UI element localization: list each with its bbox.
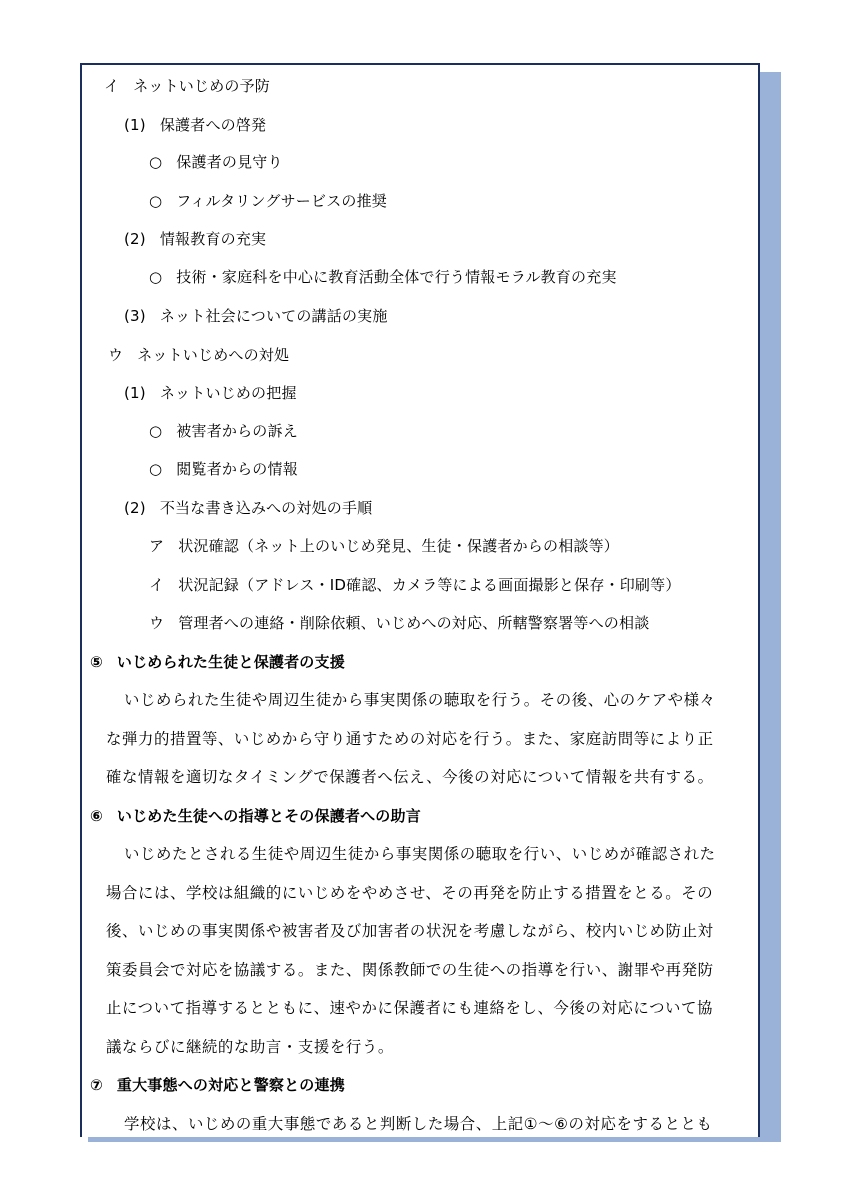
outline-text: 状況確認（ネット上のいじめ発見、生徒・保護者からの相談等）: [178, 537, 620, 555]
section-5-line: な弾力的措置等、いじめから守り通すための対応を行う。また、家庭訪問等により正: [106, 730, 714, 748]
section-7-heading: [90, 1075, 345, 1095]
outline-text: 被害者からの訴え: [176, 422, 298, 440]
outline-marker: ア: [149, 537, 165, 555]
outline-text: 情報教育の充実: [159, 230, 267, 248]
content-box: [80, 63, 760, 1137]
section-title: 重大事態への対応と警察との連携: [116, 1076, 345, 1094]
outline-text: ネットいじめの把握: [159, 384, 297, 402]
outline-item-i-1-b: [149, 191, 387, 211]
outline-item-i-3: [124, 306, 388, 326]
section-5-heading: [90, 652, 345, 672]
section-title: いじめられた生徒と保護者の支援: [116, 653, 345, 671]
outline-text: 保護者の見守り: [176, 153, 283, 171]
outline-text: ネット社会についての講話の実施: [159, 307, 388, 325]
section-number: ⑤: [90, 653, 103, 671]
outline-text: 保護者への啓発: [159, 116, 267, 134]
section-number: ⑦: [90, 1076, 103, 1094]
outline-marker: (2): [124, 499, 146, 517]
outline-item-u-2-i: [149, 575, 681, 595]
section-6-line: 後、いじめの事実関係や被害者及び加害者の状況を考慮しながら、校内いじめ防止対: [106, 922, 714, 940]
outline-item-i-1-a: [149, 152, 283, 172]
outline-text: 閲覧者からの情報: [176, 460, 298, 478]
outline-marker: ○: [149, 268, 163, 286]
outline-marker: (1): [124, 116, 146, 134]
section-6-line: 策委員会で対応を協議する。また、関係教師での生徒への指導を行い、謝罪や再発防: [106, 961, 714, 979]
outline-marker: ○: [149, 460, 163, 478]
section-5-line: いじめられた生徒や周辺生徒から事実関係の聴取を行う。その後、心のケアや様々: [124, 691, 716, 709]
outline-marker: ○: [149, 422, 163, 440]
outline-item-u-2-a: [149, 536, 619, 556]
section-title: いじめた生徒への指導とその保護者への助言: [116, 807, 421, 825]
outline-marker: ウ: [149, 614, 165, 632]
section-6-heading: [90, 806, 421, 826]
outline-text: 状況記録（アドレス・ID確認、カメラ等による画面撮影と保存・印刷等）: [178, 576, 681, 594]
outline-item-u-1: [124, 383, 297, 403]
outline-item-u: [108, 345, 289, 365]
outline-marker: (2): [124, 230, 146, 248]
outline-marker: イ: [149, 576, 165, 594]
outline-marker: ○: [149, 192, 163, 210]
section-6-line: 議ならびに継続的な助言・支援を行う。: [106, 1038, 394, 1056]
outline-marker: ○: [149, 153, 163, 171]
outline-marker: ウ: [108, 346, 124, 364]
outline-text: ネットいじめへの対処: [137, 346, 290, 364]
outline-item-u-1-a: [149, 421, 298, 441]
outline-text: 管理者への連絡・削除依頼、いじめへの対応、所轄警察署等への相談: [178, 614, 650, 632]
outline-marker: (1): [124, 384, 146, 402]
outline-text: ネットいじめの予防: [133, 77, 271, 95]
outline-item-i-2: [124, 229, 266, 249]
section-6-line: いじめたとされる生徒や周辺生徒から事実関係の聴取を行い、いじめが確認された: [124, 845, 716, 863]
outline-text: 不当な書き込みへの対処の手順: [159, 499, 373, 517]
section-5-line: 確な情報を適切なタイミングで保護者へ伝え、今後の対応について情報を共有する。: [106, 768, 714, 786]
outline-item-i-2-a: [149, 267, 617, 287]
outline-item-i: [104, 76, 270, 96]
outline-item-u-2: [124, 498, 372, 518]
section-number: ⑥: [90, 807, 103, 825]
section-7-line: 学校は、いじめの重大事態であると判断した場合、上記①～⑥の対応をするととも: [124, 1115, 713, 1133]
outline-marker: (3): [124, 307, 146, 325]
outline-text: フィルタリングサービスの推奨: [176, 192, 387, 210]
outline-text: 技術・家庭科を中心に教育活動全体で行う情報モラル教育の充実: [176, 268, 617, 286]
outline-item-u-1-b: [149, 459, 298, 479]
outline-item-i-1: [124, 115, 266, 135]
section-6-line: 止について指導するとともに、速やかに保護者にも連絡をし、今後の対応について協: [106, 999, 714, 1017]
outline-item-u-2-u: [149, 613, 649, 633]
section-6-line: 場合には、学校は組織的にいじめをやめさせ、その再発を防止する措置をとる。その: [106, 884, 714, 902]
outline-marker: イ: [104, 77, 120, 95]
